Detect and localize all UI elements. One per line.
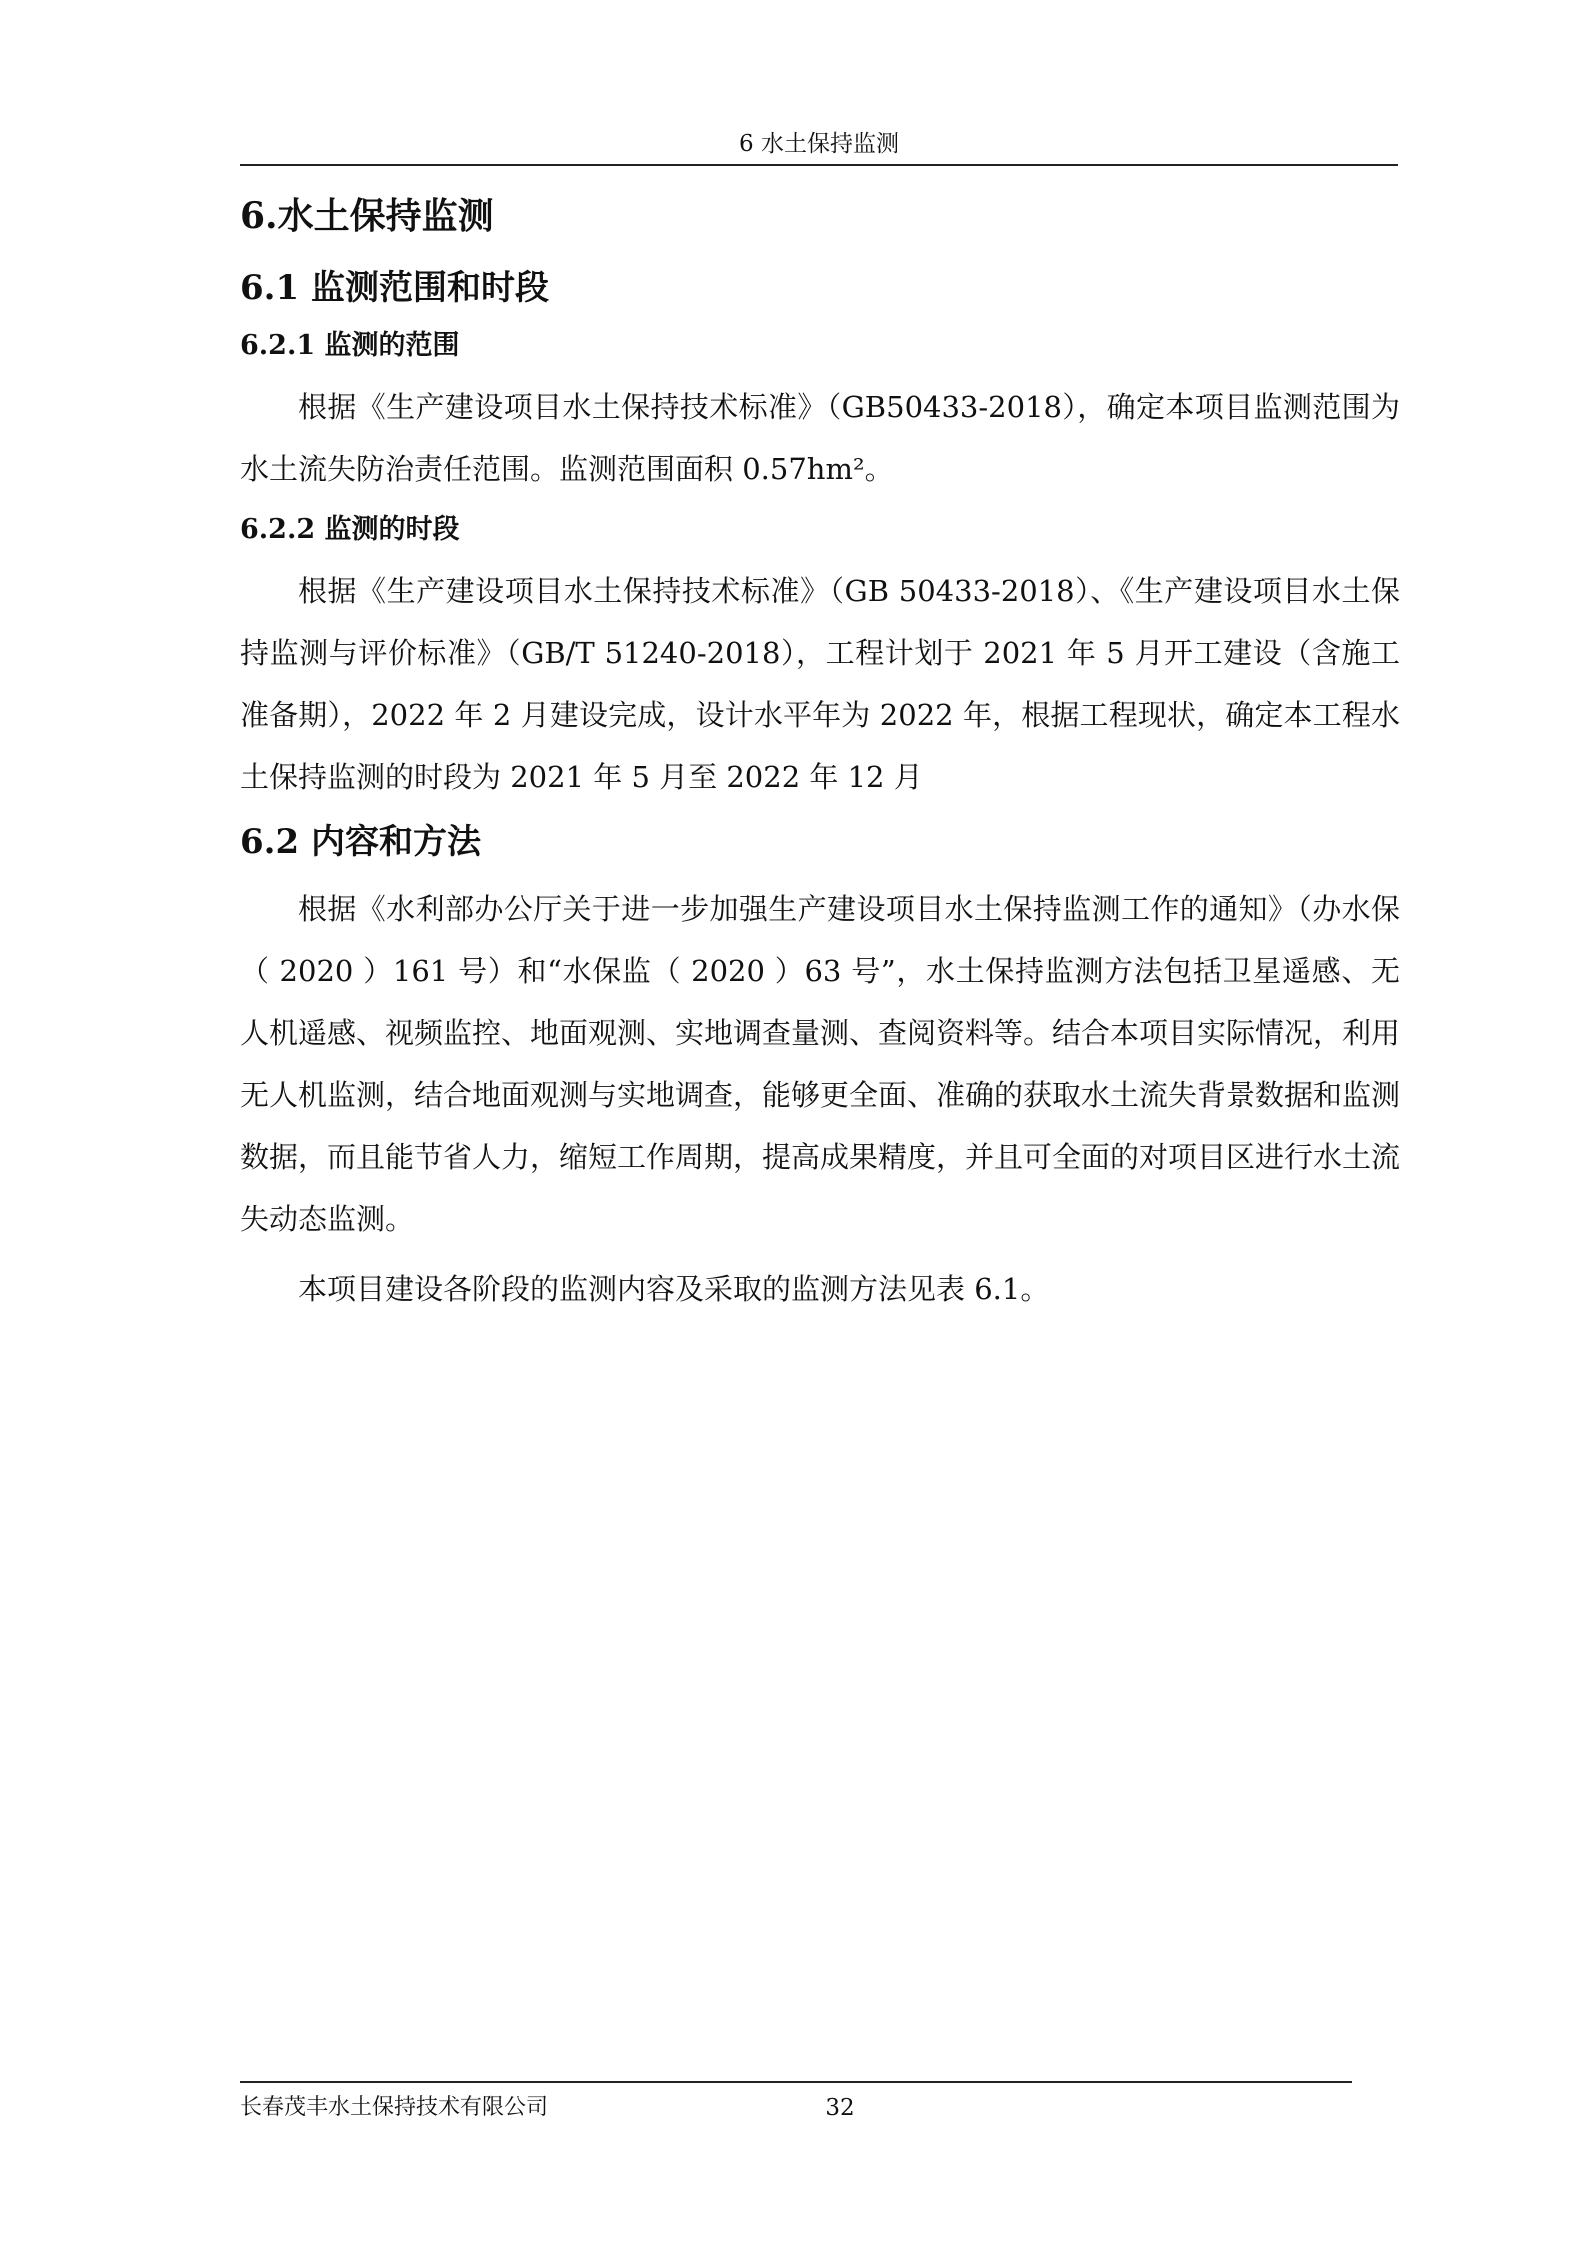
table-reference-paragraph: 本项目建设各阶段的监测内容及采取的监测方法见表 6.1。 (298, 1272, 1050, 1306)
methods-paragraph: 根据《水利部办公厅关于进一步加强生产建设项目水土保持监测工作的通知》（办水保（ 2020 ）161 号）和“水保监（ 2020 ）63 号”，水土保持监测方法包括卫星遥感、无人机遥感、视频监控、地面观测、实地调查量测、查阅资料等。结合本项目实际情况，利用无人机监测，结合地面观测与实地调查，能够更全面、准确的获取水土流失背景数据和监测数据，而且能节省人力，缩短工作周期，提高成果精度，并且可全面的对项目区进行水土流失动态监测。 (240, 892, 1401, 1236)
header-rule (240, 164, 1398, 166)
page-number: 32 (825, 2095, 855, 2121)
chapter-title: 6.水土保持监测 (240, 195, 494, 237)
subsection-6-2-1-title: 6.2.1 监测的范围 (240, 330, 460, 361)
section-6-1-title: 6.1 监测范围和时段 (240, 268, 549, 308)
subsection-6-2-2-title: 6.2.2 监测的时段 (240, 514, 460, 545)
footer-company: 长春茂丰水土保持技术有限公司 (240, 2095, 549, 2120)
monitoring-period-paragraph: 根据《生产建设项目水土保持技术标准》（GB 50433-2018）、《生产建设项目水土保持监测与评价标准》（GB/T 51240-2018），工程计划于 2021 年 5 月开工建设（含施工准备期），2022 年 2 月建设完成，设计水平年为 2022 年，根据工程现状，确定本工程水土保持监测的时段为 2021 年 5 月至 2022 年 12 月 (240, 574, 1400, 794)
monitoring-scope-paragraph: 根据《生产建设项目水土保持技术标准》（GB50433-2018），确定本项目监测范围为水土流失防治责任范围。监测范围面积 0.57hm²。 (240, 390, 1400, 486)
page-content (240, 190, 1400, 1328)
running-header: 6 水土保持监测 (739, 131, 899, 157)
section-6-2-title: 6.2 内容和方法 (240, 822, 481, 862)
footer-rule (240, 2081, 1352, 2083)
